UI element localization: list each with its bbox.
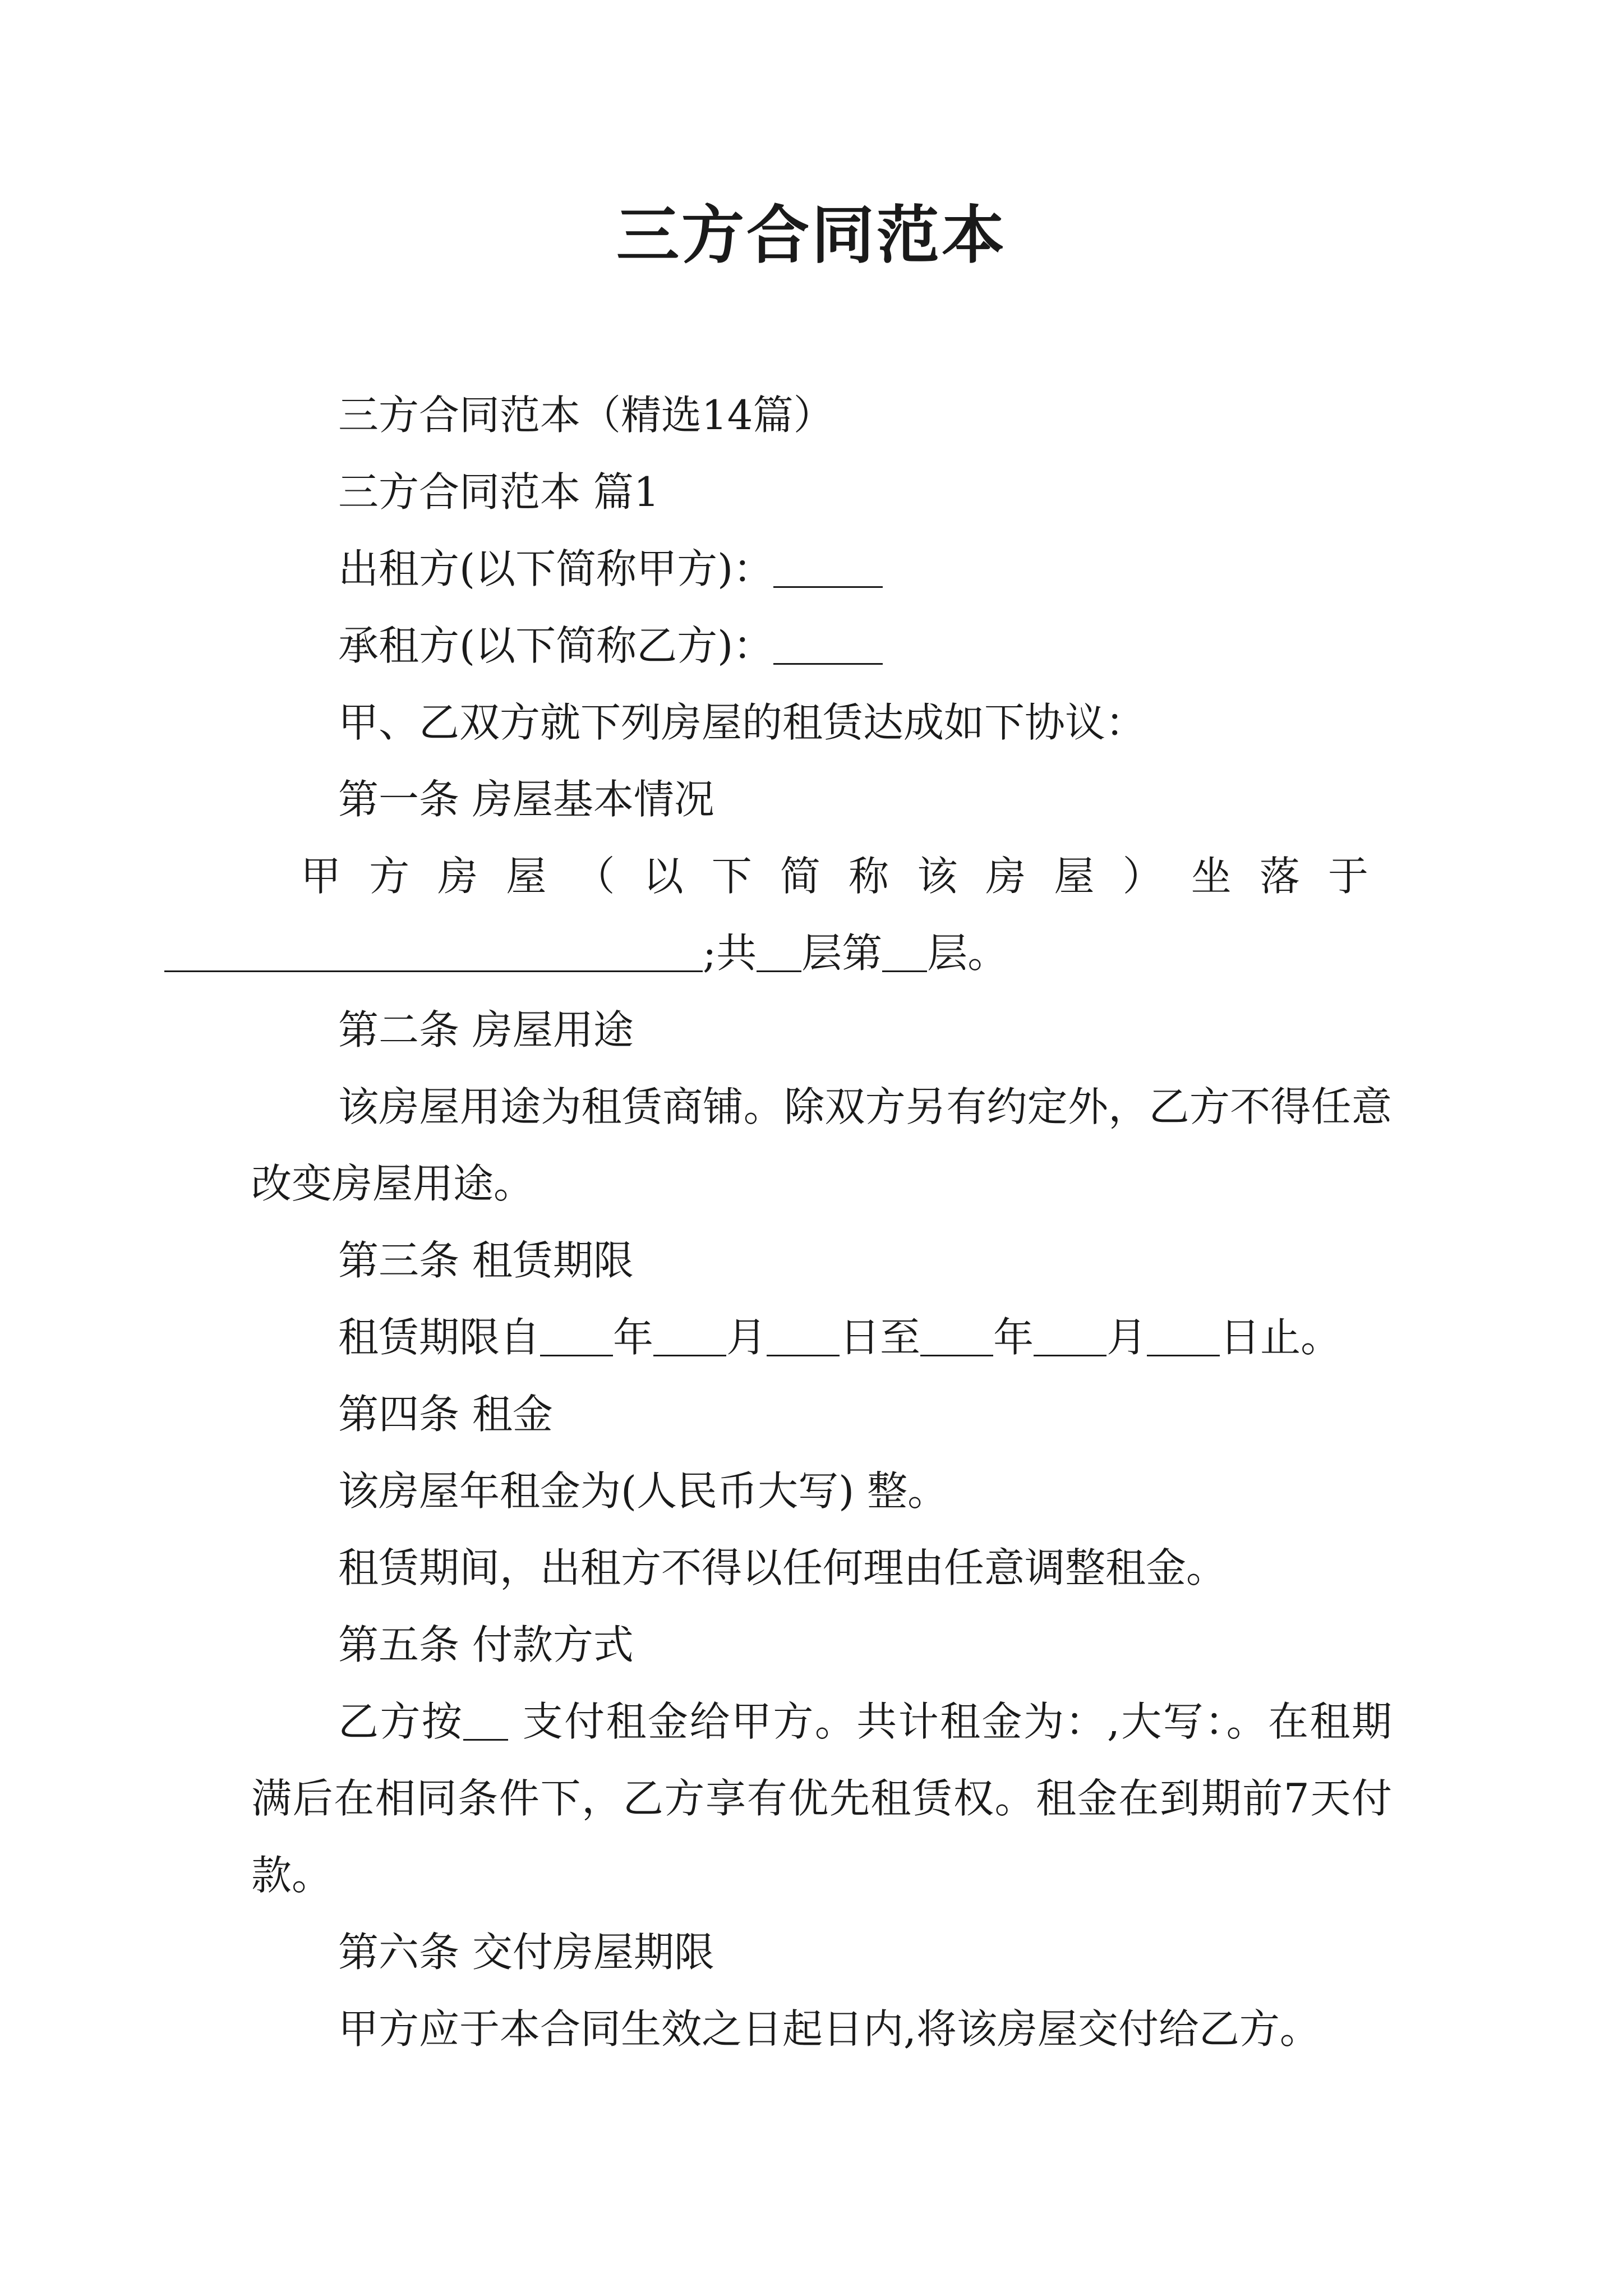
art2-text: 该房屋用途为租赁商铺。除双方另有约定外，乙方不得任意改变房屋用途。: [251, 1083, 1392, 1207]
art1-heading: 第一条 房屋基本情况: [338, 776, 714, 823]
lessee-label: 承租方(以下简称乙方)：: [338, 622, 774, 669]
art1-floor-text: 层第: [801, 930, 883, 977]
total-floors-blank: [757, 930, 801, 972]
year-text: 年: [613, 1314, 654, 1361]
art1-floors-text: ;共: [703, 930, 757, 977]
document-body: [251, 377, 1392, 2068]
year-text-2: 年: [993, 1314, 1034, 1361]
end-month-blank: [1034, 1314, 1106, 1356]
art6-heading: 第六条 交付房屋期限: [338, 1929, 714, 1976]
day-to-text: 日至: [840, 1314, 921, 1361]
payment-by-text: 乙方按: [338, 1698, 464, 1745]
art1-end-text: 层。: [927, 930, 1008, 977]
art4-text-1: 该房屋年租金为(人民币大写) 整。: [338, 1467, 948, 1515]
art1-text: [251, 838, 1392, 992]
day-end-text: 日止。: [1220, 1314, 1341, 1361]
end-year-blank: [920, 1314, 993, 1356]
subtitle: 三方合同范本（精选14篇）: [338, 392, 834, 439]
end-day-blank: [1147, 1314, 1220, 1356]
address-blank: [164, 930, 703, 972]
art4-text-2: 租赁期间，出租方不得以任何理由任意调整租金。: [338, 1544, 1227, 1591]
lessee-blank: [773, 623, 883, 665]
start-day-blank: [767, 1314, 840, 1356]
art3-heading: 第三条 租赁期限: [338, 1237, 634, 1284]
art3-text: [251, 1299, 1392, 1376]
art4-heading: 第四条 租金: [338, 1391, 553, 1438]
month-text: 月: [726, 1314, 767, 1361]
lessor-line: [251, 531, 1392, 608]
floor-blank: [882, 930, 927, 972]
start-year-blank: [540, 1314, 613, 1356]
section-heading: 三方合同范本 篇1: [338, 468, 660, 516]
payment-method-blank: [463, 1699, 508, 1741]
lessor-blank: [773, 546, 883, 588]
agreement-intro: 甲、乙双方就下列房屋的租赁达成如下协议：: [338, 699, 1146, 746]
art6-text: 甲方应于本合同生效之日起日内,将该房屋交付给乙方。: [338, 2005, 1320, 2053]
lessee-line: [251, 608, 1392, 684]
start-month-blank: [653, 1314, 726, 1356]
art1-location-label: 甲方房屋（以下简称该房屋）坐落于: [301, 853, 1392, 900]
art2-heading: 第二条 房屋用途: [338, 1006, 634, 1053]
page-title: 三方合同范本: [616, 199, 1007, 272]
art5-text: [251, 1683, 1392, 1914]
payment-details-text: 支付租金给甲方。共计租金为：,大写：。在租期满后在相同条件下，乙方享有优先租赁权。租金在到期前7天付款。: [251, 1698, 1392, 1899]
term-from-text: 租赁期限自: [338, 1314, 541, 1361]
art5-heading: 第五条 付款方式: [338, 1621, 634, 1668]
lessor-label: 出租方(以下简称甲方)：: [338, 545, 774, 592]
month-text-2: 月: [1106, 1314, 1147, 1361]
